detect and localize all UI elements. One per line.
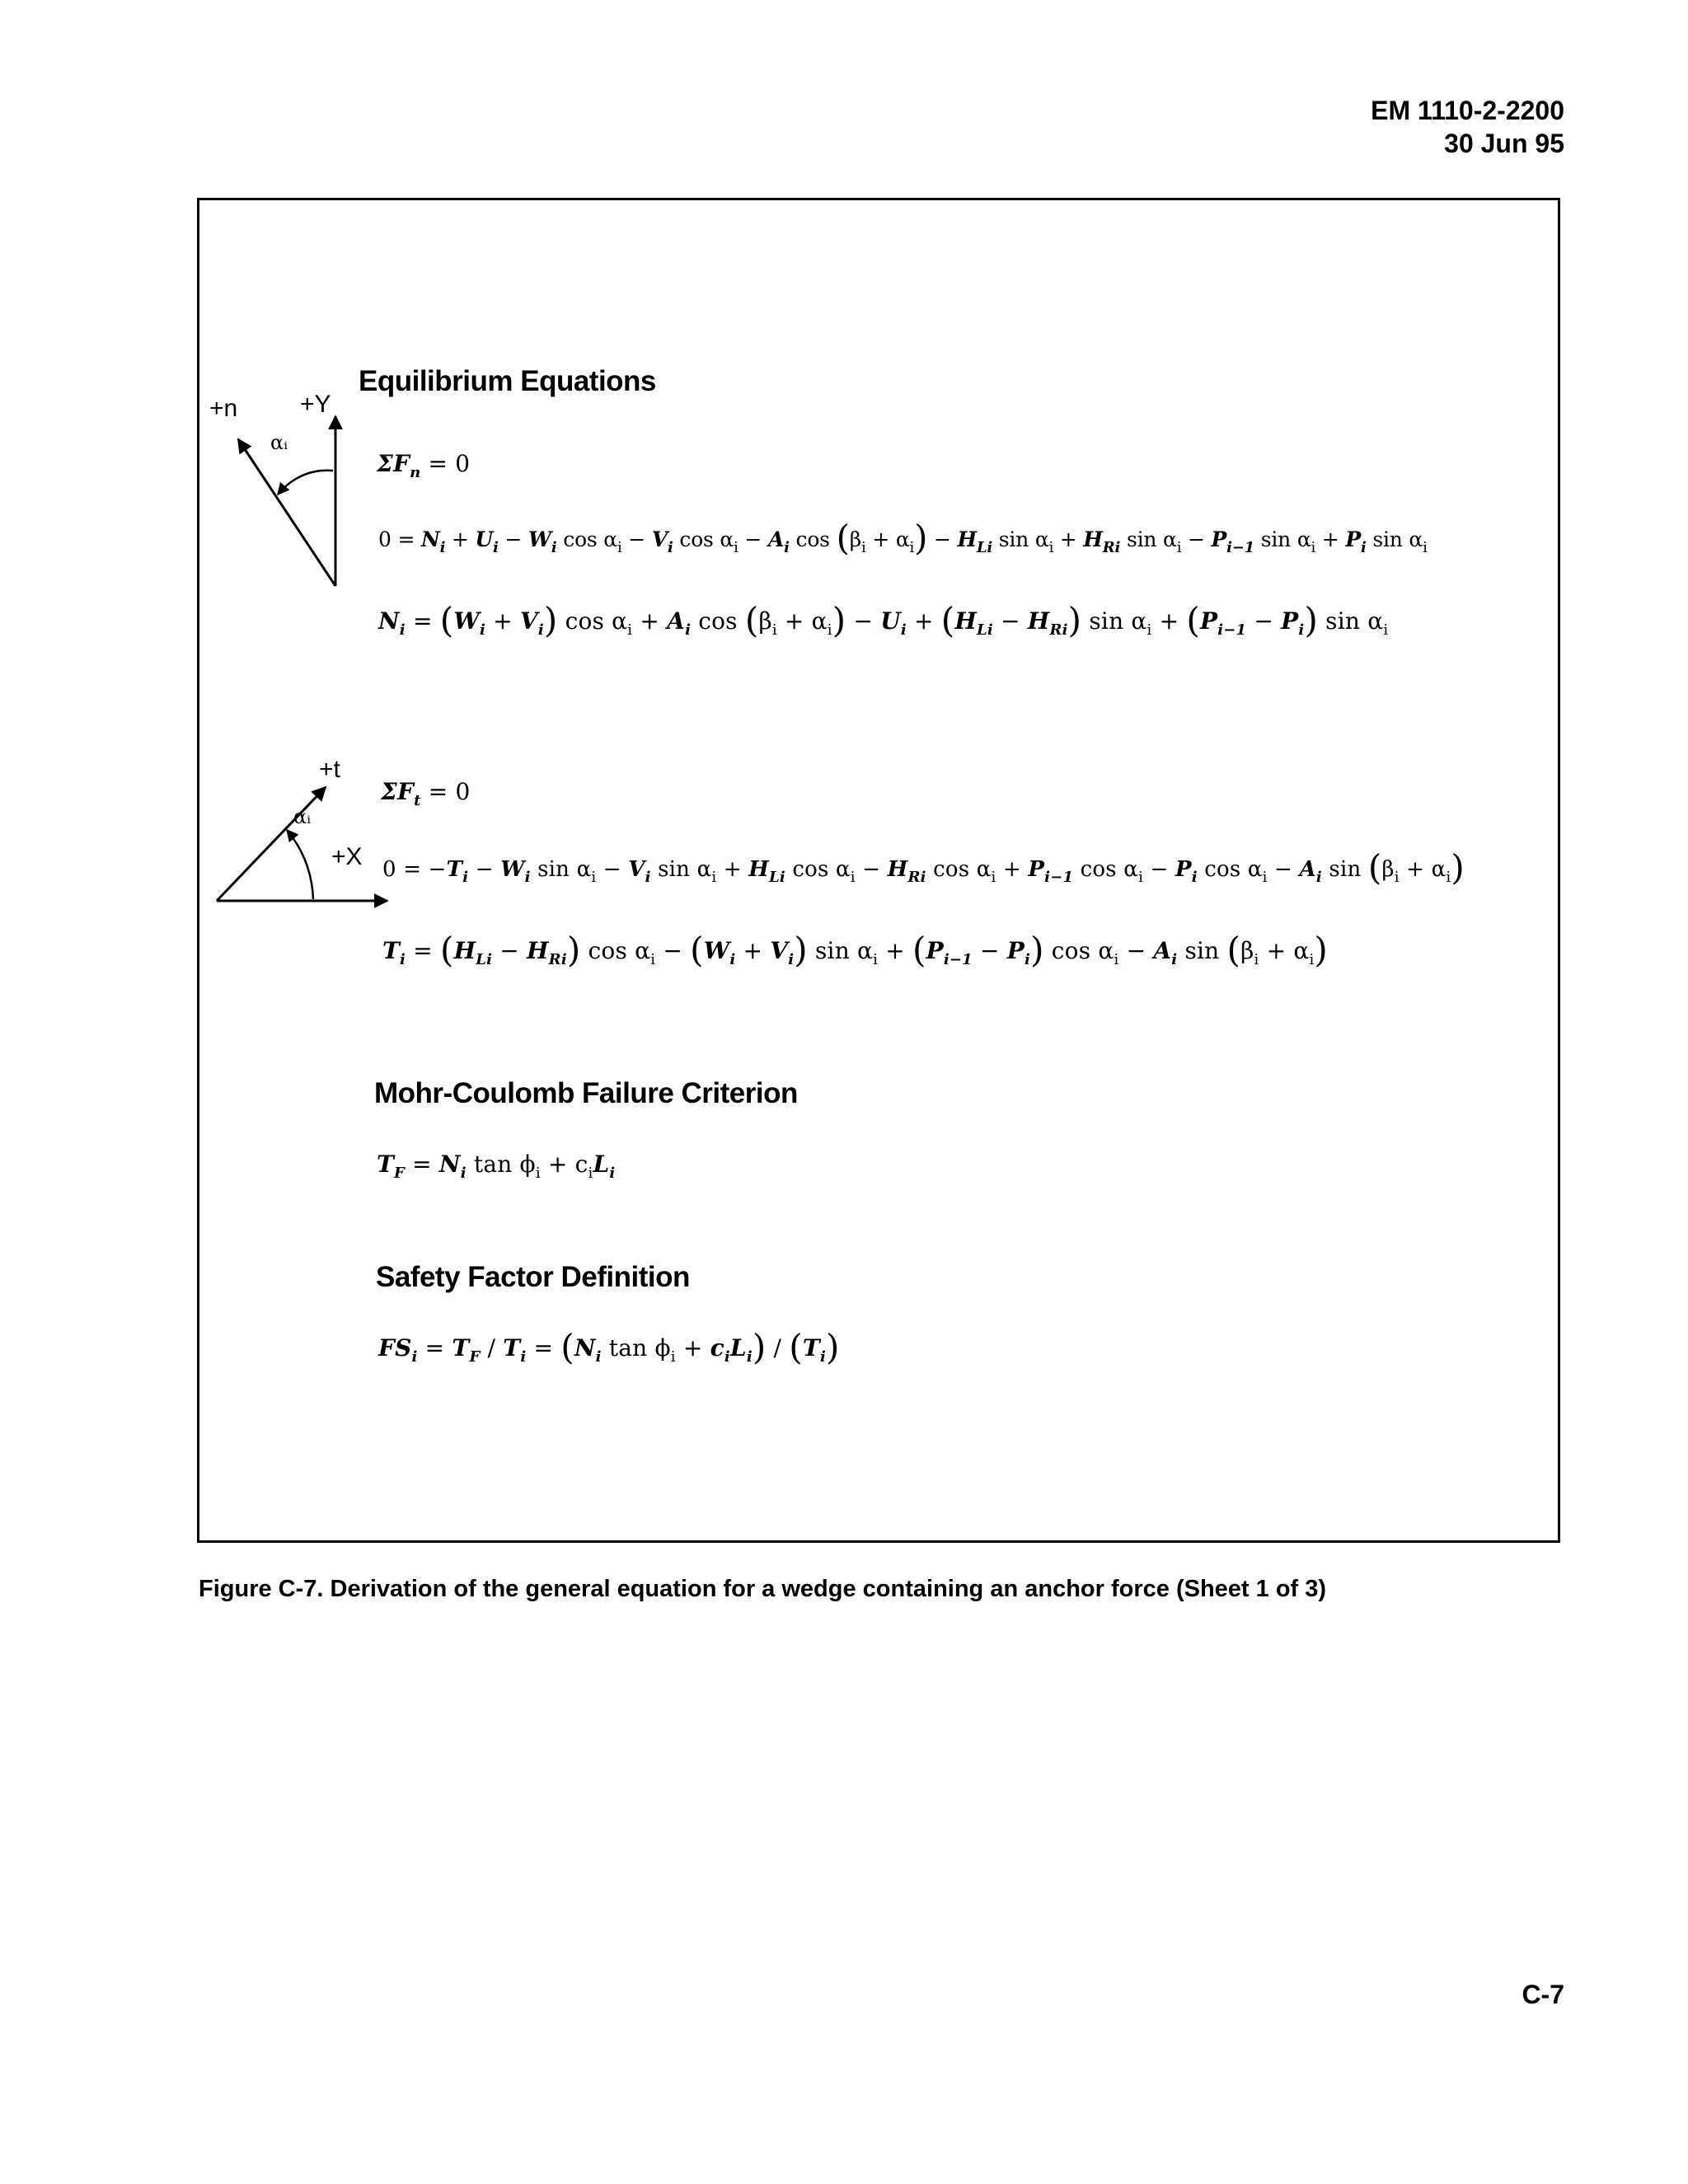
mohr-coulomb-equation: $T_F = N_i$ $\tan \phi_i + c_iL_i$ (377, 1151, 616, 1182)
mohr-coulomb-heading: Mohr-Coulomb Failure Criterion (374, 1077, 798, 1109)
y-axis-label: +Y (300, 391, 331, 418)
normal-equilibrium-equation: $0 = N_i + U_i - W_i$ $\cos \alpha_i - V_i$ $\cos \alpha_i - A_i$ $\cos (\beta_i + \alpha_i) - H_{Li}$ $\sin \alpha_i + H_{Ri}$ $\sin \alpha_i - P_{i-1}$ $\sin \alpha_i + P_i$ $\sin \alpha_i$ (378, 518, 1428, 558)
n-axis-label: +n (209, 395, 238, 422)
angle-arc (287, 830, 313, 899)
t-axis-arrow (217, 787, 326, 901)
n-axis-arrow (238, 439, 335, 586)
tangential-equilibrium-equation: $0 = -T_i - W_i$ $\sin \alpha_i - V_i$ $\sin \alpha_i + H_{Li}$ $\cos \alpha_i - H_{Ri}$ $\cos \alpha_i + P_{i-1}$ $\cos \alpha_i - P_i$ $\cos \alpha_i - A_i$ $\sin (\beta_i + \alpha_i)$ (382, 847, 1465, 888)
normal-axes-diagram (209, 391, 341, 596)
safety-factor-heading: Safety Factor Definition (376, 1261, 690, 1293)
t-axis-label: +t (319, 756, 340, 783)
angle-arc (278, 471, 333, 494)
alpha-label: αᵢ (293, 805, 312, 828)
document-id: EM 1110-2-2200 (1371, 96, 1564, 125)
figure-caption: Figure C-7. Derivation of the general equation for a wedge containing an anchor force (Sheet 1 of 3) (199, 1576, 1327, 1602)
alpha-label: αᵢ (270, 431, 288, 454)
tangential-force-equation: $T_i = (H_{Li} - H_{Ri})$ $\cos \alpha_i - (W_i + V_i)$ $\sin \alpha_i + (P_{i-1} - P_i)$ $\cos \alpha_i - A_i$ $\sin (\beta_i + \alpha_i)$ (382, 930, 1329, 970)
tangential-axes-diagram (214, 744, 404, 909)
figure-frame (197, 198, 1560, 1543)
safety-factor-equation: $FS_i = T_F / T_i = (N_i$ $\tan \phi_i + c_iL_i) / (T_i)$ (378, 1327, 840, 1367)
page-number: C-7 (1522, 1980, 1564, 2009)
normal-force-equation: $N_i = (W_i + V_i)$ $\cos \alpha_i + A_i$ $\cos (\beta_i + \alpha_i) - U_i + (H_{Li} - H_{Ri})$ $\sin \alpha_i + (P_{i-1} - P_i)$ $\sin \alpha_i$ (378, 600, 1389, 640)
equilibrium-heading: Equilibrium Equations (359, 365, 656, 397)
document-date: 30 Jun 95 (1444, 129, 1564, 158)
sum-ft-equation: $\Sigma F_t = 0$ (381, 778, 471, 809)
x-axis-label: +X (331, 843, 363, 870)
sum-fn-equation: $\Sigma F_n = 0$ (377, 450, 471, 481)
